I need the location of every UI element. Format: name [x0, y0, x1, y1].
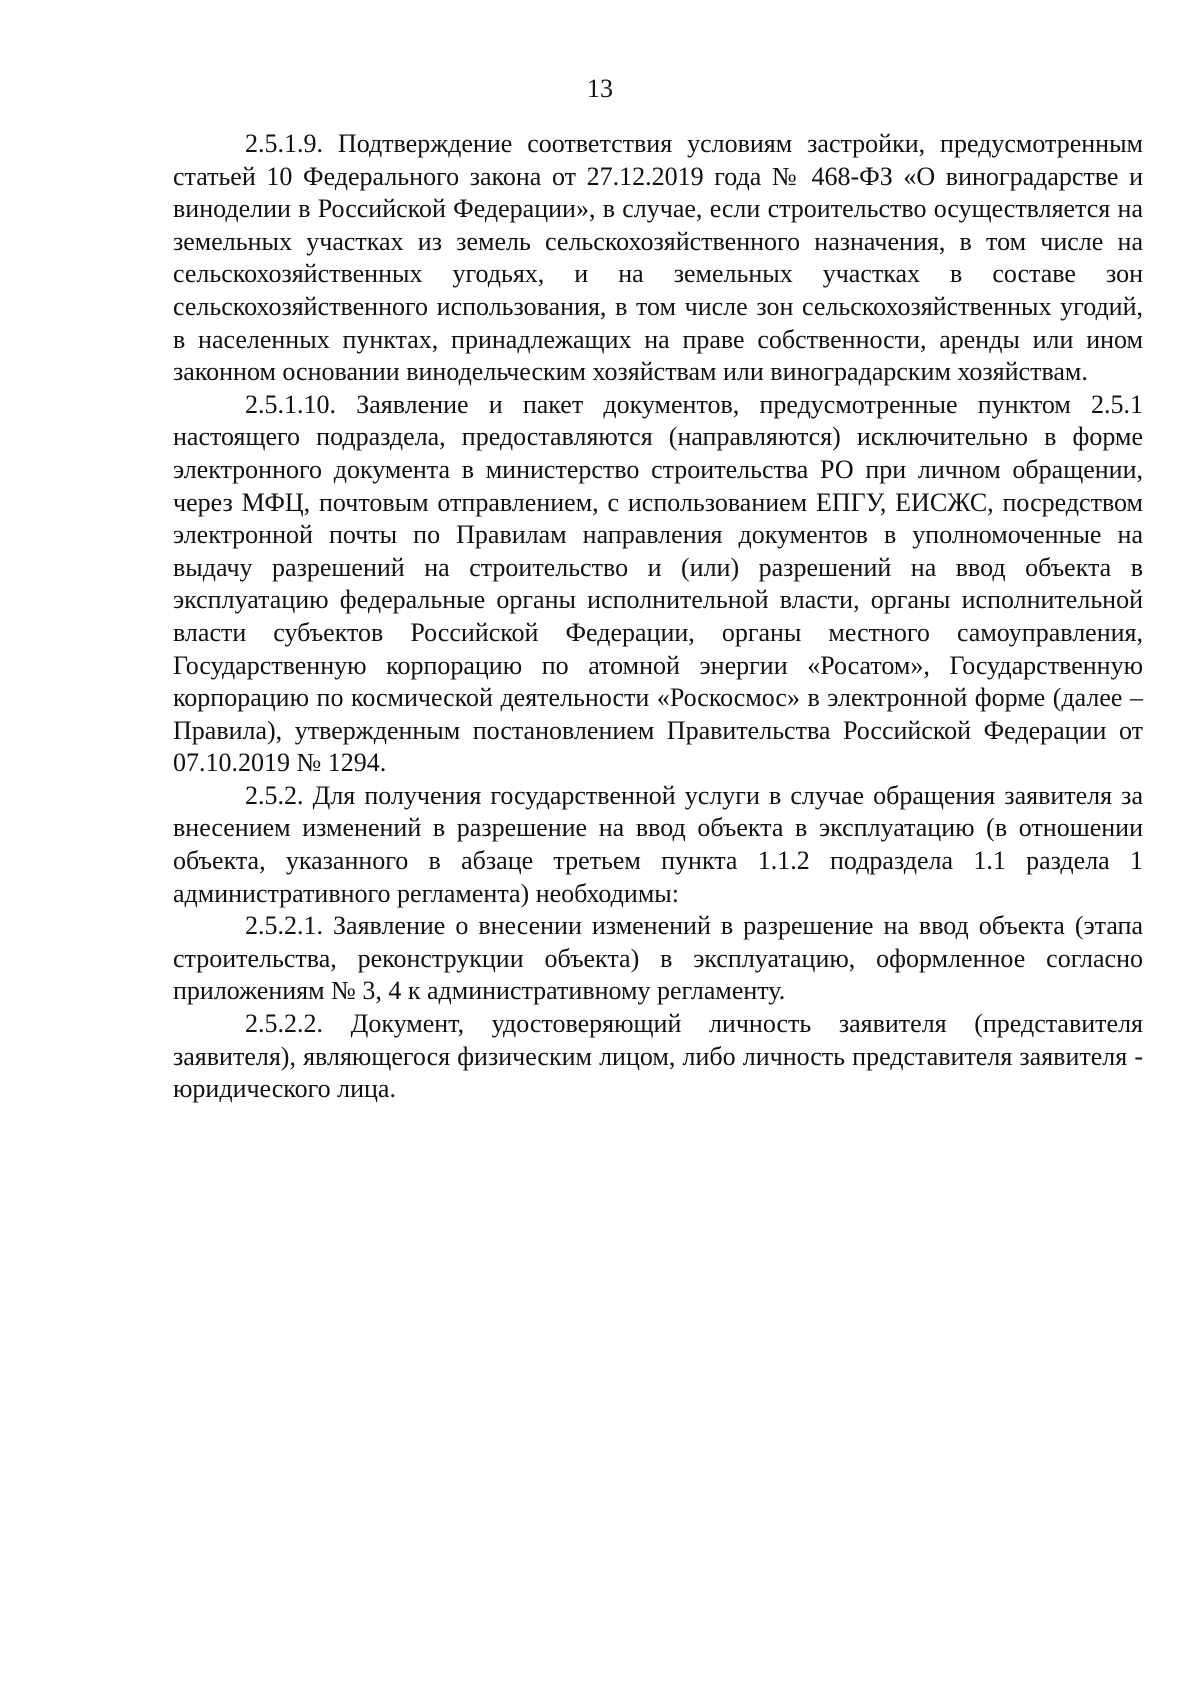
page-number: 13: [587, 74, 613, 103]
paragraph-2-5-1-9: 2.5.1.9. Подтверждение соответствия условиям застройки, предусмотренным статьей 10 Федерального закона от 27.12.2019 года № 468-ФЗ «О виноградарстве и виноделии в Российской Федерации», в случае, если строительство осуществляется на земельных участках из земель сельскохозяйственного назначения, в том числе на сельскохозяйственных угодьях, и на земельных участках в составе зон сельскохозяйственного использования, в том числе зон сельскохозяйственных угодий, в населенных пунктах, принадлежащих на праве собственности, аренды или ином законном основании винодельческим хозяйствам или виноградарским хозяйствам.: [173, 129, 1143, 387]
paragraph-2-5-1-10: 2.5.1.10. Заявление и пакет документов, предусмотренные пунктом 2.5.1 настоящего подраздела, предоставляются (направляются) исключительно в форме электронного документа в министерство строительства РО при личном обращении, через МФЦ, почтовым отправлением, с использованием ЕПГУ, ЕИСЖС, посредством электронной почты по Правилам направления документов в уполномоченные на выдачу разрешений на строительство и (или) разрешений на ввод объекта в эксплуатацию федеральные органы исполнительной власти, органы исполнительной власти субъектов Российской Федерации, органы местного самоуправления, Государственную корпорацию по атомной энергии «Росатом», Государственную корпорацию по космической деятельности «Роскосмос» в электронной форме (далее – Правила), утвержденным постановлением Правительства Российской Федерации от 07.10.2019 № 1294.: [173, 389, 1143, 778]
paragraph-2-5-2-1: 2.5.2.1. Заявление о внесении изменений в разрешение на ввод объекта (этапа строительства, реконструкции объекта) в эксплуатацию, оформленное согласно приложениям № 3, 4 к административному регламенту.: [173, 911, 1143, 1006]
paragraph-2-5-2: 2.5.2. Для получения государственной услуги в случае обращения заявителя за внесением изменений в разрешение на ввод объекта в эксплуатацию (в отношении объекта, указанного в абзаце третьем пункта 1.1.2 подраздела 1.1 раздела 1 административного регламента) необходимы:: [173, 780, 1143, 908]
paragraph-2-5-2-2: 2.5.2.2. Документ, удостоверяющий личность заявителя (представителя заявителя), являющегося физическим лицом, либо личность представителя заявителя - юридического лица.: [173, 1009, 1143, 1104]
document-body: [173, 128, 1143, 1106]
